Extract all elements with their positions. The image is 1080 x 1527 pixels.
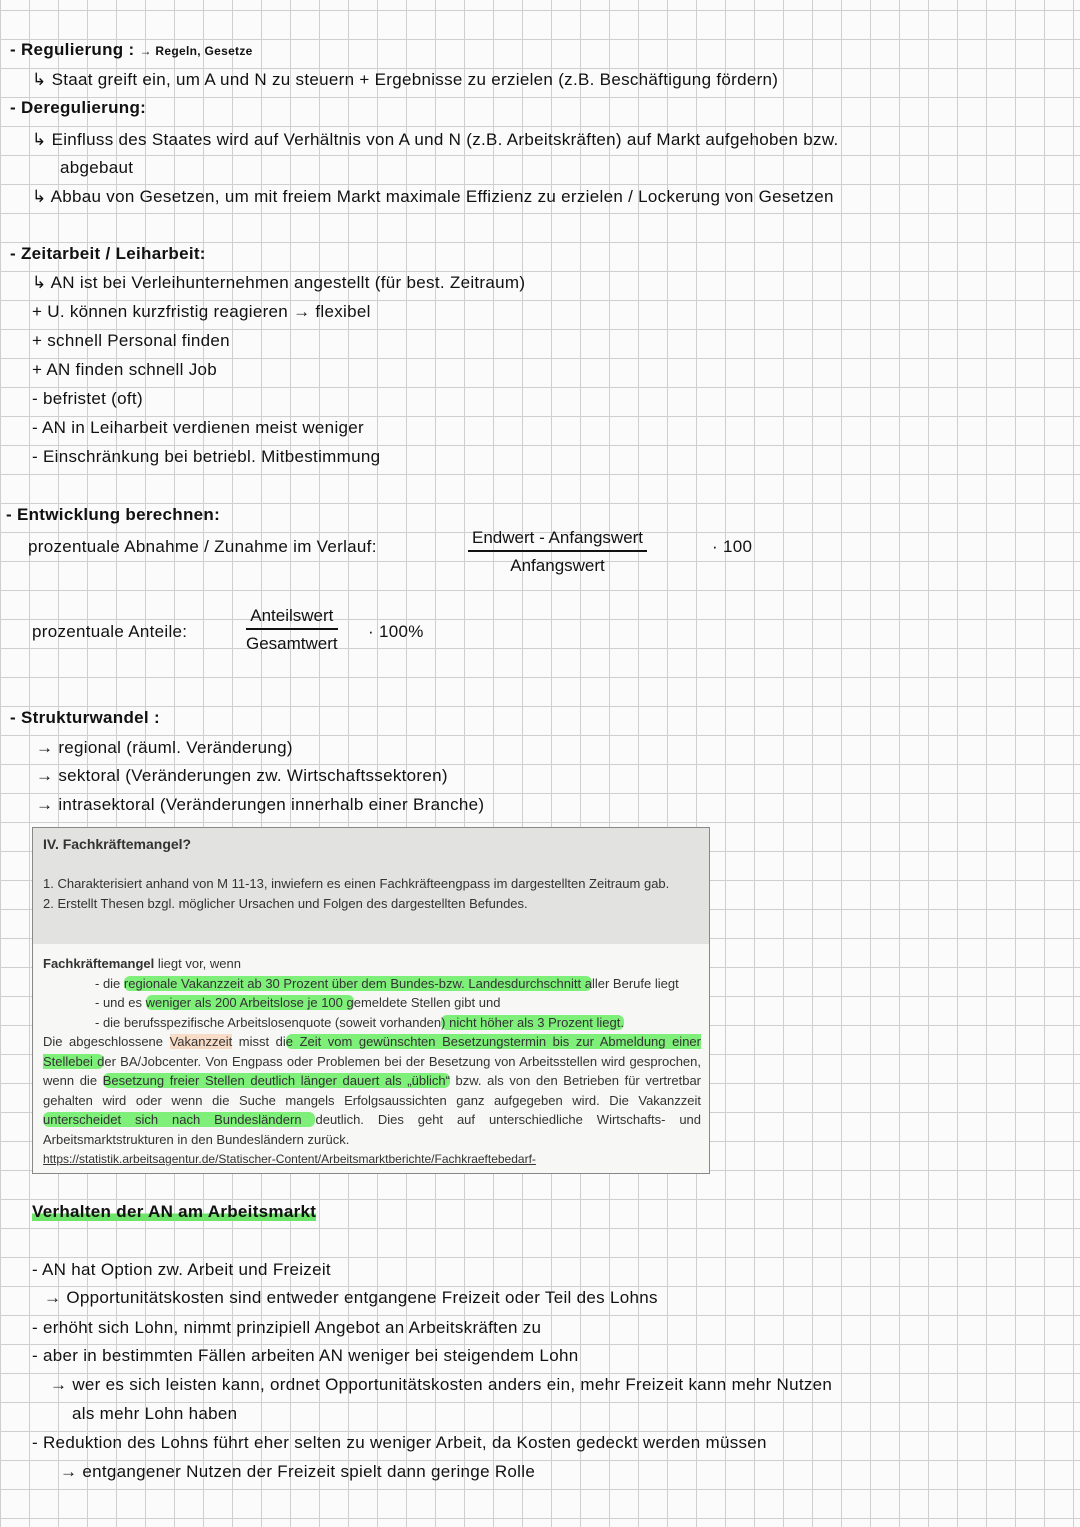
note-line: ↳ Einfluss des Staates wird auf Verhältnis von A und N (z.B. Arbeitskräften) auf Markt aufgehoben bzw. [32,130,839,149]
regulierung-note: → Regeln, Gesetze [139,44,253,58]
text-segment: - und es [95,995,146,1010]
note-line: → sektoral (Veränderungen zw. Wirtschaftssektoren) [36,766,448,785]
highlighted-text: unterscheidet sich nach Bundesländern [43,1112,316,1127]
note-line: als mehr Lohn haben [72,1404,238,1423]
formula-label: prozentuale Abnahme / Zunahme im Verlauf: [28,537,377,556]
highlighted-text: Besetzung freier Stellen deutlich länger dauert als „üblich“ [102,1073,450,1088]
highlighted-text: ) nicht höher als 3 Prozent liegt. [441,1014,624,1030]
note-line: → intrasektoral (Veränderungen innerhalb einer Branche) [36,795,485,814]
text-segment: deutlich. Dies geht auf unterschiedliche Wirtschafts- und Arbeitsmarktstrukturen in den Bundesländern zurück. [43,1112,702,1147]
note-line: - aber in bestimmten Fällen arbeiten AN weniger bei steigendem Lohn [32,1346,579,1365]
note-line: ↳ Staat greift ein, um A und N zu steuern + Ergebnisse zu erzielen (z.B. Beschäftigung fördern) [32,70,779,89]
note-line: - erhöht sich Lohn, nimmt prinzipiell Angebot an Arbeitskräften zu [32,1318,542,1337]
strukturwandel-heading: - Strukturwandel : [10,708,160,727]
clipping-task-box [33,828,709,944]
term: Fachkräftemangel [43,956,155,971]
intro-text: liegt vor, wenn [154,956,241,971]
criterion [43,993,701,1013]
note-line: - AN in Leiharbeit verdienen meist weniger [32,418,364,437]
vakanzzeit-paragraph [43,1032,701,1149]
printed-clipping [32,827,710,1174]
denominator: Anfangswert [510,556,605,575]
note-line: abgebaut [60,158,134,177]
task-1: 1. Charakterisiert anhand von M 11-13, inwiefern es einen Fachkräfteengpass im dargestellten Zeitraum gab. [43,876,670,891]
criterion [43,974,701,994]
clipping-body [33,944,709,1170]
numerator: Endwert - Anfangswert [468,528,647,552]
formula-fraction [246,606,338,654]
note-line: - befristet (oft) [32,389,143,408]
text-segment: misst di [232,1034,286,1049]
note-line: + U. können kurzfristig reagieren → flexibel [32,302,371,321]
formula-multiplier: · 100% [368,622,424,641]
criterion [43,1013,701,1033]
text-segment: bzw. als von den Betrieben für vertretbar gehalten wird oder wenn die Suche mangels Erfolgsaussichten ganz aufgegeben wird. Die Vakanzzeit [43,1073,702,1108]
deregulierung-heading: - Deregulierung: [10,98,147,117]
definition-intro [43,954,701,974]
highlighted-text: weniger als 200 Arbeitslose je 100 g [145,995,354,1010]
note-line: + AN finden schnell Job [32,360,218,379]
note-line: → Opportunitätskosten sind entweder entgangene Freizeit oder Teil des Lohns [44,1288,658,1307]
note-line: - Reduktion des Lohns führt eher selten zu weniger Arbeit, da Kosten gedeckt werden müssen [32,1433,767,1452]
formula-fraction [468,528,647,576]
task-2: 2. Erstellt Thesen bzgl. möglicher Ursachen und Folgen des dargestellten Befundes. [43,896,528,911]
text-segment: - die [95,975,124,991]
zeitarbeit-heading: - Zeitarbeit / Leiharbeit: [10,244,206,263]
verhalten-heading [32,1202,316,1222]
note-line: ↳ AN ist bei Verleihunternehmen angestellt (für best. Zeitraum) [32,273,526,292]
note-line: - AN hat Option zw. Arbeit und Freizeit [32,1260,331,1279]
clipping-title: IV. Fachkräftemangel? [43,836,192,852]
highlighted-text: e Zeit vom gewünschten Besetzungstermin bis zur Abmeldung einer Stellebei d [43,1034,701,1069]
note-line: - Einschränkung bei betriebl. Mitbestimmung [32,447,381,466]
text-segment: Die abgeschlossene [43,1034,170,1049]
source-link[interactable]: https://statistik.arbeitsagentur.de/Statischer-Content/Arbeitsmarktberichte/Fachkraeftebedarf- [43,1152,536,1166]
note-line: ↳ Abbau von Gesetzen, um mit freiem Markt maximale Effizienz zu erzielen / Lockerung von Gesetzen [32,187,834,206]
formula-multiplier: · 100 [712,537,753,556]
note-line: + schnell Personal finden [32,331,230,350]
note-line: → wer es sich leisten kann, ordnet Opportunitätskosten anders ein, mehr Freizeit kann mehr Nutzen [50,1375,833,1394]
note-line: → entgangener Nutzen der Freizeit spielt dann geringe Rolle [60,1462,536,1481]
text-segment: - die berufsspezifische Arbeitslosenquote (soweit vorhanden [95,1014,442,1030]
denominator: Gesamtwert [246,634,338,653]
text-segment: ller Berufe liegt [591,975,679,991]
highlighted-text: regionale Vakanzzeit ab 30 Prozent über dem Bundes-bzw. Landesdurchschnitt a [123,975,592,991]
entwicklung-heading: - Entwicklung berechnen: [6,505,221,524]
text-segment: emeldete Stellen gibt und [353,995,501,1010]
formula-label: prozentuale Anteile: [32,622,188,641]
heading-text: Verhalten der AN am Arbeitsmarkt [32,1202,317,1221]
marked-term: Vakanzzeit [169,1034,233,1049]
text-segment: er BA/Jobcenter. Von Engpass oder Problemen bei der Besetzung von Arbeitsstellen wird gesprochen, wenn die [43,1053,701,1088]
regulierung-heading: - Regulierung : → Regeln, Gesetze [10,40,253,59]
numerator: Anteilswert [246,606,338,630]
note-line: → regional (räuml. Veränderung) [36,738,293,757]
